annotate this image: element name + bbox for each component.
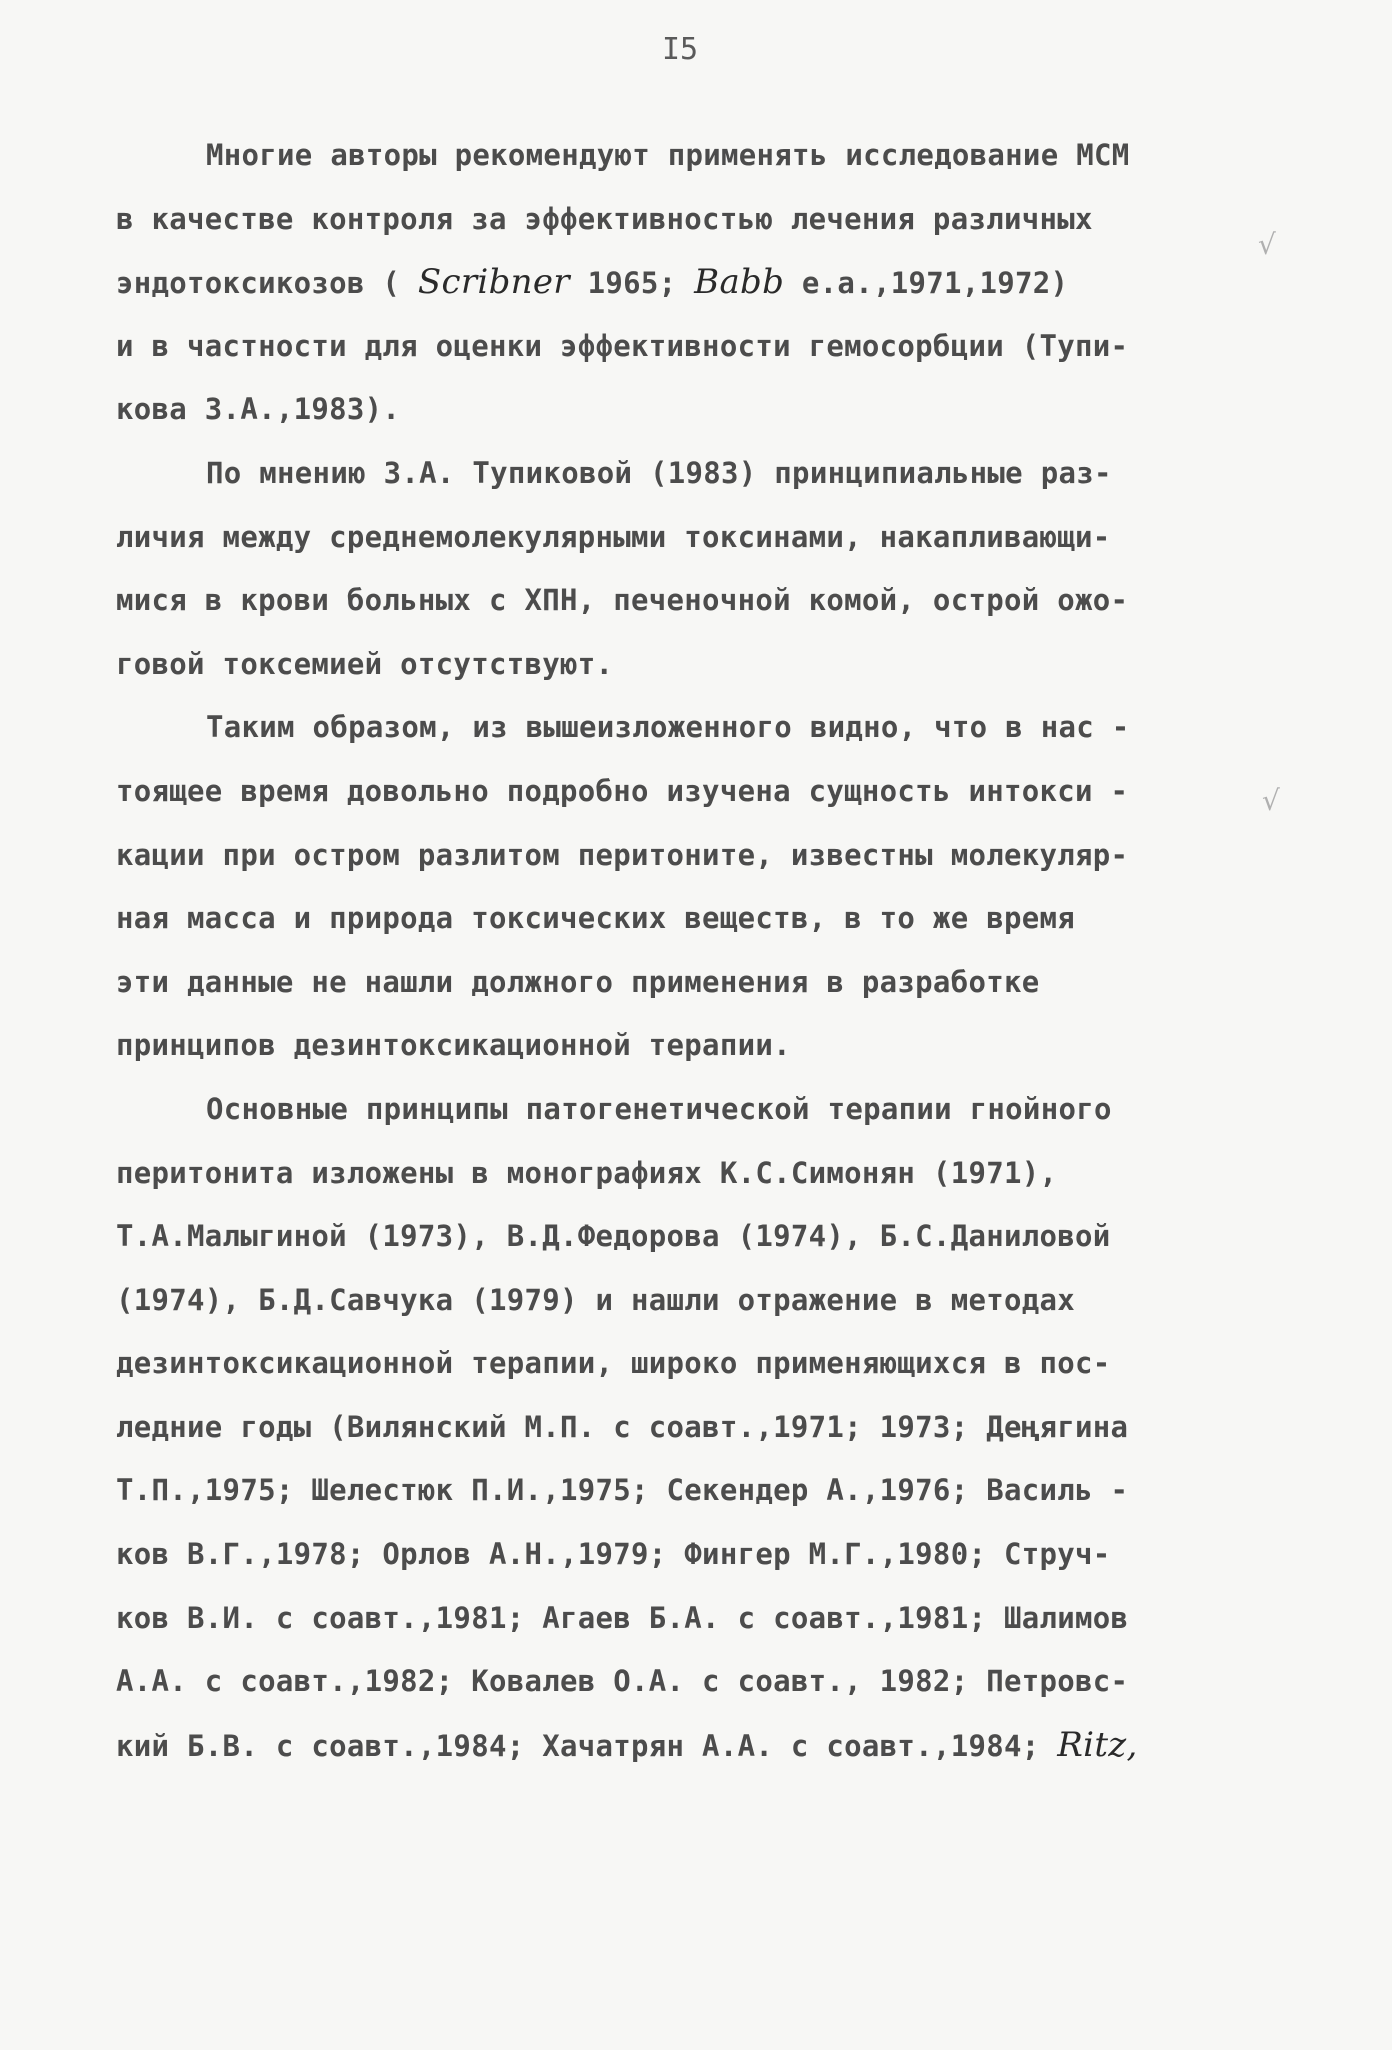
text-line: перитонита изложены в монографиях К.С.Симонян (1971), [116, 1155, 1058, 1190]
paragraph [116, 696, 1256, 1078]
text-line: ков В.Г.,1978; Орлов А.Н.,1979; Фингер М.Г.,1980; Струч- [116, 1537, 1111, 1572]
text-line: Т.А.Малыгиной (1973), В.Д.Федорова (1974), Б.С.Даниловой [116, 1219, 1111, 1254]
text-line: ков В.И. с соавт.,1981; Агаев Б.А. с соавт.,1981; Шалимов [116, 1600, 1129, 1635]
margin-check-mark: √ [1258, 228, 1276, 261]
text-line: Основные принципы патогенетической терапии гнойного [206, 1091, 1112, 1126]
text-segment: е.а.,1971,1972) [784, 266, 1069, 301]
margin-check-mark: √ [1262, 784, 1280, 817]
text-line: (1974), Б.Д.Савчука (1979) и нашли отражение в методах [116, 1282, 1076, 1317]
text-line: А.А. с соавт.,1982; Ковалев О.А. с соавт., 1982; Петровс- [116, 1664, 1129, 1699]
text-line: тоящее время довольно подробно изучена сущность интокси - [116, 773, 1129, 808]
text-line: ледние годы (Вилянский М.П. с соавт.,1971; 1973; Деңягина [116, 1409, 1129, 1444]
typed-text [116, 124, 1256, 1777]
text-segment: эндотоксикозов ( [116, 266, 418, 301]
text-line: Таким образом, из вышеизложенного видно, что в нас - [206, 710, 1130, 745]
text-line: и в частности для оценки эффективности гемосорбции (Тупи- [116, 328, 1129, 363]
text-line: кова З.А.,1983). [116, 392, 401, 427]
text-line [116, 251, 1256, 315]
text-line: в качестве контроля за эффективностью лечения различных [116, 201, 1093, 236]
text-line: По мнению З.А. Тупиковой (1983) принципиальные раз- [206, 455, 1112, 490]
text-line: Многие авторы рекомендуют применять исследование МСМ [206, 138, 1130, 172]
page-number: I5 [661, 32, 699, 67]
text-line: кации при остром разлитом перитоните, известны молекуляр- [116, 837, 1129, 872]
text-line: Т.П.,1975; Шелестюк П.И.,1975; Секендер А.,1976; Василь - [116, 1473, 1129, 1508]
text-segment: кий Б.В. с соавт.,1984; Хачатрян А.А. с соавт.,1984; [116, 1728, 1058, 1763]
paragraph [116, 442, 1256, 696]
text-line: говой токсемией отсутствуют. [116, 646, 614, 681]
paragraph [116, 1078, 1256, 1778]
handwritten-name: Scribner [417, 262, 570, 303]
handwritten-name: Ritz, [1057, 1724, 1138, 1765]
handwritten-name: Babb [694, 262, 785, 303]
text-line: ная масса и природа токсических веществ, в то же время [116, 901, 1076, 936]
text-line: принципов дезинтоксикационной терапии. [116, 1028, 791, 1063]
text-line: эти данные не нашли должного применения в разработке [116, 964, 1040, 999]
text-line: мися в крови больных с ХПН, печеночной комой, острой ожо- [116, 583, 1129, 618]
text-line: дезинтоксикационной терапии, широко применяющихся в пос- [116, 1346, 1111, 1381]
text-line [116, 1714, 1256, 1778]
paragraph [116, 124, 1256, 442]
text-line: личия между среднемолекулярными токсинами, накапливающи- [116, 519, 1111, 554]
text-segment: 1965; [569, 266, 695, 301]
